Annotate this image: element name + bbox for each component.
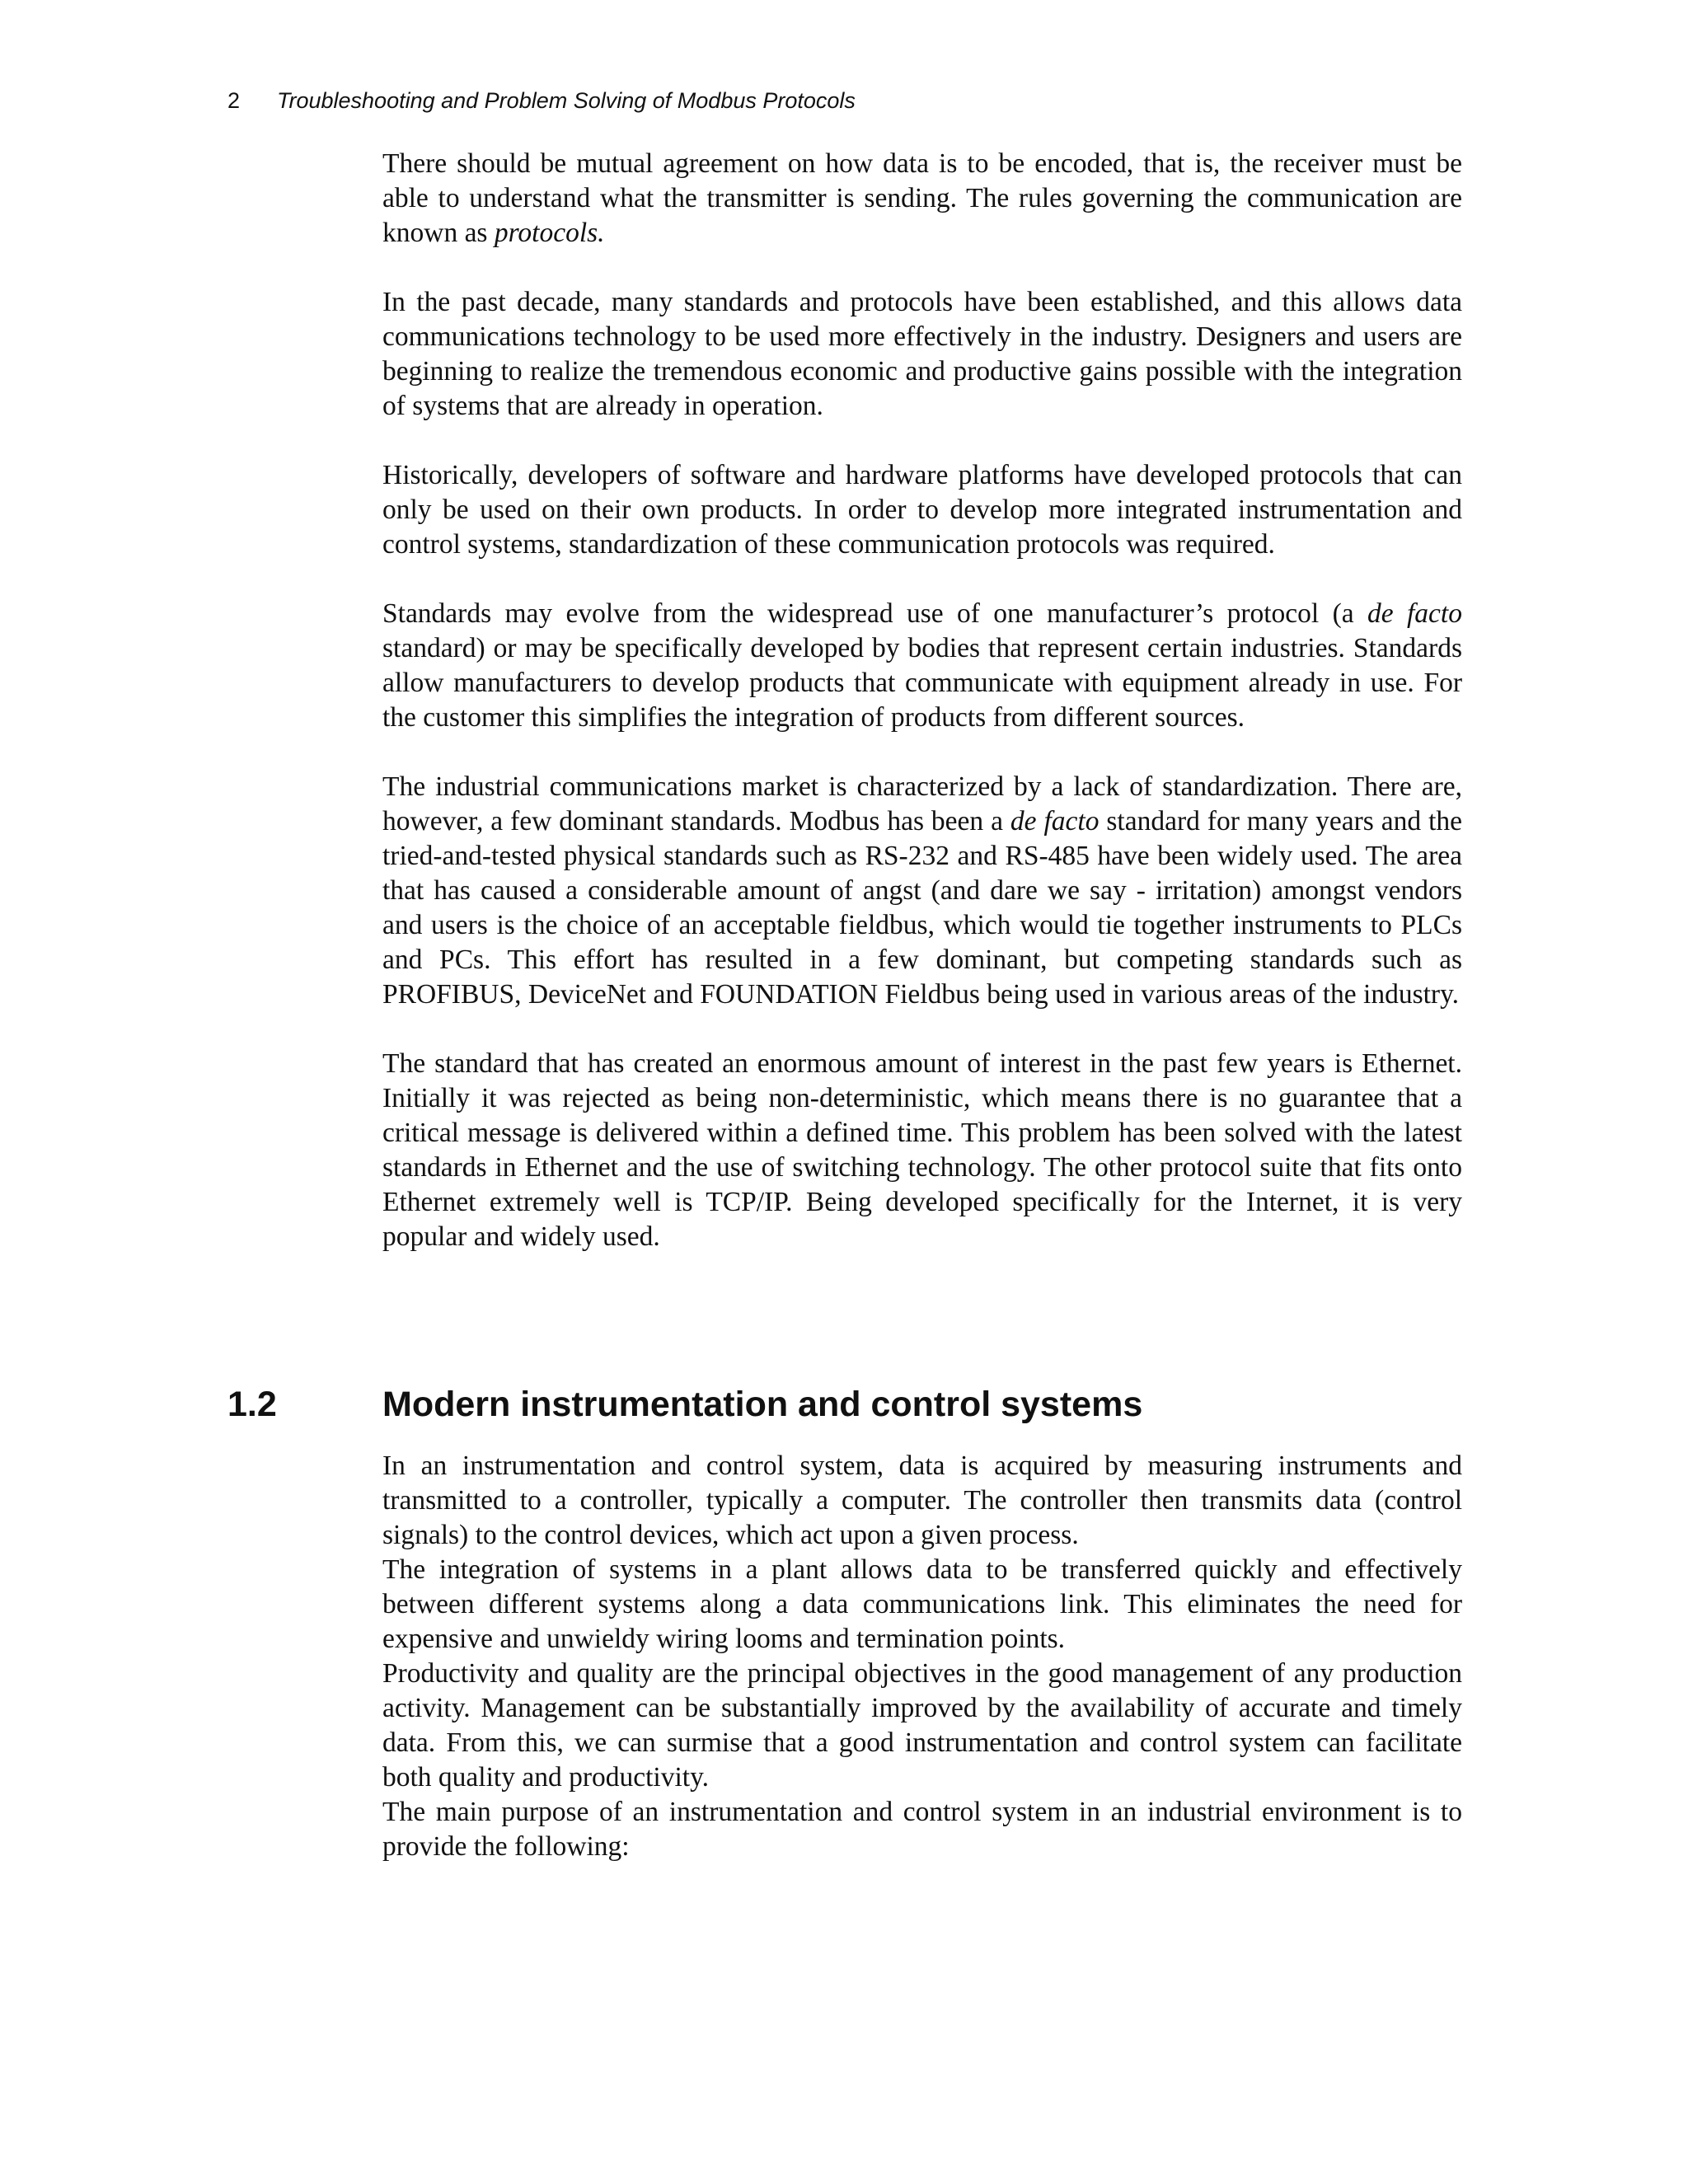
- intro-paragraph-5: [382, 770, 1462, 1012]
- section-paragraph-2: The integration of systems in a plant allows data to be transferred quickly and effectively between different systems along a data communications link. This eliminates the need for expensive and unwieldy wiring looms and termination points.: [382, 1554, 1462, 1654]
- intro-paragraph-3: Historically, developers of software and hardware platforms have developed protocols that can only be used on their own products. In order to develop more integrated instrumentation and control systems, standardization of these communication protocols was required.: [382, 460, 1462, 560]
- intro-text-block: [382, 147, 1462, 1289]
- intro-paragraph-5-text-before: The industrial communications market is characterized by a lack of standardization. There are, however, a few dominant standards. Modbus has been a: [382, 771, 1462, 837]
- intro-paragraph-5-text-after: standard for many years and the tried-and-tested physical standards such as RS-232 and RS-485 have been widely used. The area that has caused a considerable amount of angst (and dare we say - irritation) amongst vendors and users is the choice of an acceptable fieldbus, which would tie together instruments to PLCs and PCs. This effort has resulted in a few dominant, but competing standards such as PROFIBUS, DeviceNet and FOUNDATION Fieldbus being used in various areas of the industry.: [382, 806, 1463, 1010]
- section-paragraph-3: Productivity and quality are the principal objectives in the good management of any production activity. Management can be substantially improved by the availability of accurate and timely data. From this, we can surmise that a good instrumentation and control system can facilitate both quality and productivity.: [382, 1658, 1462, 1793]
- intro-paragraph-6: The standard that has created an enormous amount of interest in the past few years is Ethernet. Initially it was rejected as being non-deterministic, which means there is no guarantee that a critical message is delivered within a defined time. This problem has been solved with the latest standards in Ethernet and the use of switching technology. The other protocol suite that fits onto Ethernet extremely well is TCP/IP. Being developed specifically for the Internet, it is very popular and widely used.: [382, 1048, 1462, 1252]
- section-heading: [227, 1381, 1464, 1427]
- intro-paragraph-1-text: There should be mutual agreement on how data is to be encoded, that is, the receiver must be able to understand what the transmitter is sending. The rules governing the communication are known as: [382, 148, 1462, 248]
- section-text-block: [382, 1449, 1462, 1864]
- intro-paragraph-5-emphasis: de facto: [1010, 806, 1100, 837]
- intro-paragraph-4-text-after: standard) or may be specifically developed by bodies that represent certain industries. Standards allow manufacturers to develop products that communicate with equipment already in use. For the customer this simplifies the integration of products from different sources.: [382, 633, 1462, 733]
- running-header-title: Troubleshooting and Problem Solving of Modbus Protocols: [277, 88, 856, 113]
- intro-paragraph-4-emphasis: de facto: [1367, 598, 1462, 629]
- intro-paragraph-1: [382, 147, 1462, 251]
- section-number: 1.2: [227, 1385, 277, 1424]
- section-paragraph-1: In an instrumentation and control system, data is acquired by measuring instruments and transmitted to a controller, typically a computer. The controller then transmits data (control signals) to the control devices, which act upon a given process.: [382, 1451, 1462, 1550]
- intro-paragraph-1-emphasis: protocols.: [494, 218, 605, 248]
- intro-paragraph-2: In the past decade, many standards and protocols have been established, and this allows data communications technology to be used more effectively in the industry. Designers and users are beginning to realize the tremendous economic and productive gains possible with the integration of systems that are already in operation.: [382, 287, 1462, 421]
- intro-paragraph-4: [382, 597, 1462, 735]
- running-header: [227, 86, 856, 115]
- intro-paragraph-4-text-before: Standards may evolve from the widespread use of one manufacturer’s protocol (a: [382, 598, 1367, 629]
- section-title: Modern instrumentation and control systems: [382, 1385, 1143, 1424]
- page-number: 2: [227, 88, 241, 113]
- section-paragraph-4: The main purpose of an instrumentation and control system in an industrial environment is to provide the following:: [382, 1797, 1462, 1862]
